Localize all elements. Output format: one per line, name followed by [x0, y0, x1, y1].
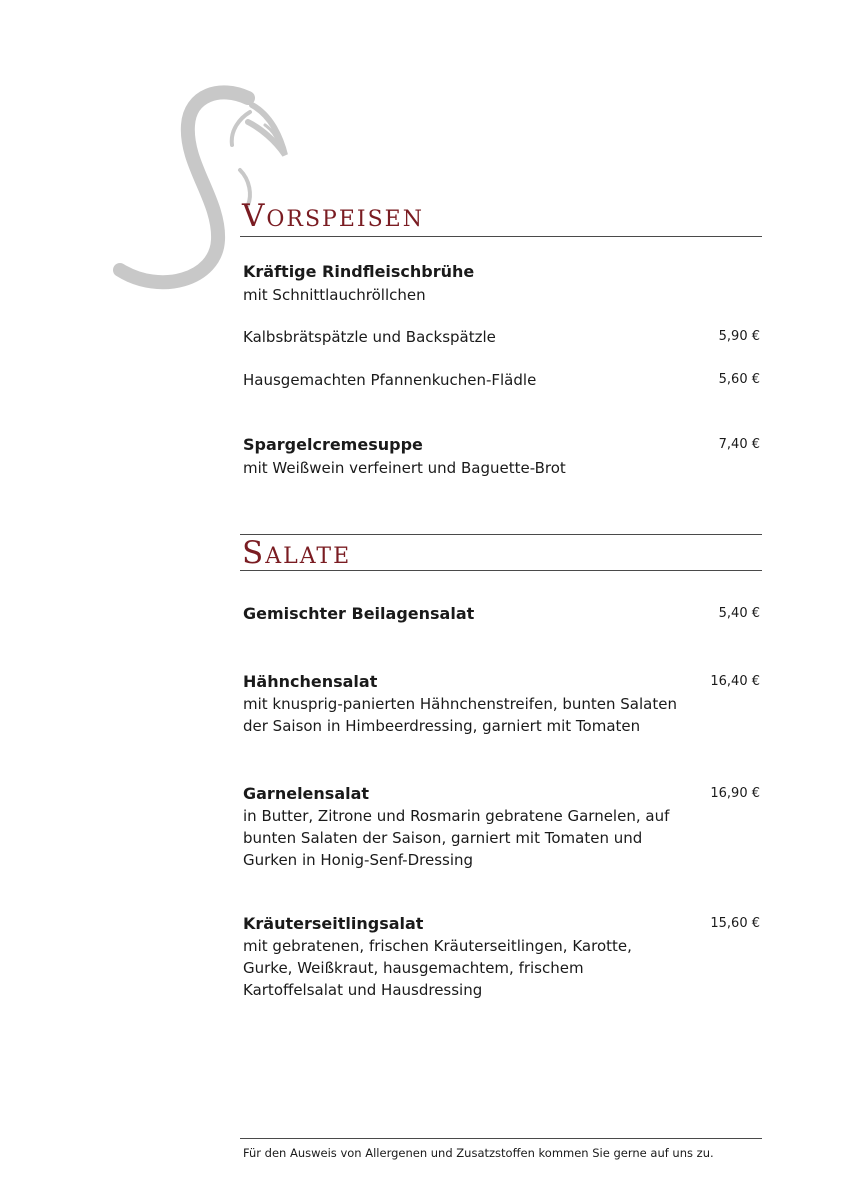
menu-item-price: 5,90 €: [718, 329, 760, 344]
menu-item-description: Gurken in Honig-Senf-Dressing: [243, 851, 474, 869]
menu-item-title: Kräftige Rindfleischbrühe: [243, 262, 475, 281]
menu-item-price: 16,90 €: [710, 786, 760, 801]
menu-item-description: Gurke, Weißkraut, hausgemachtem, frischem: [243, 959, 584, 977]
section-rule: [240, 570, 762, 571]
menu-item-title: Garnelensalat: [243, 784, 370, 803]
menu-item-description: der Saison in Himbeerdressing, garniert mit Tomaten: [243, 717, 641, 735]
menu-item-title: Kräuterseitlingsalat: [243, 914, 424, 933]
menu-item-price: 16,40 €: [710, 674, 760, 689]
menu-item-title: Spargelcremesuppe: [243, 435, 423, 454]
section-heading-salate: Salate: [242, 535, 352, 571]
menu-item-price: 5,60 €: [718, 372, 760, 387]
menu-item-description: Kartoffelsalat und Hausdressing: [243, 981, 483, 999]
section-rule: [240, 236, 762, 237]
menu-item-title: Hausgemachten Pfannenkuchen-Flädle: [243, 371, 537, 389]
menu-item-description: mit gebratenen, frischen Kräuterseitlingen, Karotte,: [243, 937, 632, 955]
menu-item-title: Hähnchensalat: [243, 672, 378, 691]
section-heading-vorspeisen: Vorspeisen: [242, 198, 424, 234]
menu-item-description: mit Weißwein verfeinert und Baguette-Brot: [243, 459, 566, 477]
menu-item-description: mit Schnittlauchröllchen: [243, 286, 426, 304]
menu-item-description: mit knusprig-panierten Hähnchenstreifen, bunten Salaten: [243, 695, 677, 713]
menu-item-description: bunten Salaten der Saison, garniert mit Tomaten und: [243, 829, 643, 847]
menu-item-description: in Butter, Zitrone und Rosmarin gebratene Garnelen, auf: [243, 807, 670, 825]
menu-item-price: 5,40 €: [718, 606, 760, 621]
menu-item-price: 15,60 €: [710, 916, 760, 931]
footer-rule: [240, 1138, 762, 1139]
menu-item-title: Kalbsbrätspätzle und Backspätzle: [243, 328, 496, 346]
allergen-footnote: Für den Ausweis von Allergenen und Zusatzstoffen kommen Sie gerne auf uns zu.: [243, 1146, 714, 1160]
menu-item-price: 7,40 €: [718, 437, 760, 452]
menu-item-title: Gemischter Beilagensalat: [243, 604, 475, 623]
